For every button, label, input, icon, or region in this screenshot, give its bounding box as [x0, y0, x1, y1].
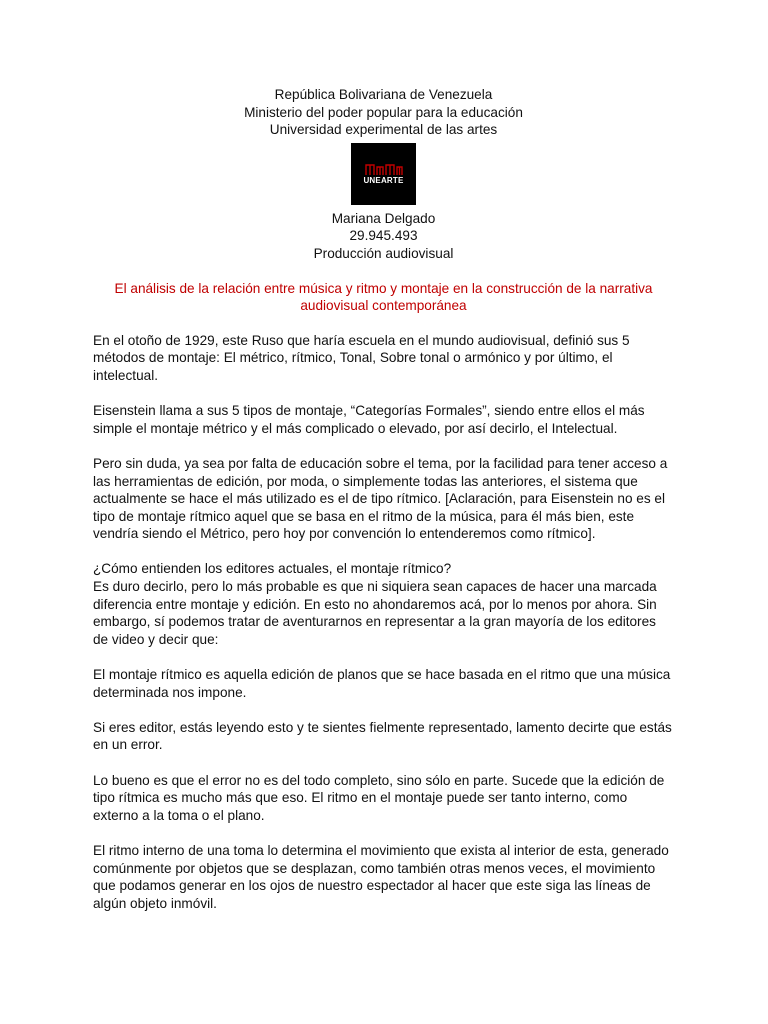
paragraph: ¿Cómo entienden los editores actuales, el montaje rítmico? Es duro decirlo, pero lo más probable es que ni siquiera sean capaces de hacer una marcada diferencia entre montaje y edición. En esto no ahondaremos acá, por lo menos por ahora. Sin embargo, sí podemos tratar de aventurarnos en representar a la gran mayoría de los editores de video y decir que: [93, 561, 657, 647]
title-line-2: audiovisual contemporánea [300, 298, 467, 314]
logo-container [93, 143, 674, 205]
unearte-logo-mark [364, 162, 404, 176]
paragraph: El ritmo interno de una toma lo determina el movimiento que exista al interior de esta, generado comúnmente por objetos que se desplazan, como también otras menos veces, el movimiento que podamos generar en los ojos de nuestro espectador al hacer que este siga las líneas de algún objeto inmóvil. [93, 842, 669, 911]
author-name: Mariana Delgado [331, 210, 436, 226]
paragraph: Pero sin duda, ya sea por falta de educación sobre el tema, por la facilidad para tener acceso a las herramientas de edición, por moda, o simplemente todas las anteriores, el sistema que actualmente se hace el más utilizado es el de tipo rítmico. [Aclaración, para Eisenstein no es el tipo de montaje rítmico aquel que se basa en el ritmo de la música, para él más bien, este vendría siendo el Métrico, pero hoy por convención lo entenderemos como rítmico]. [93, 455, 668, 542]
header-country: República Bolivariana de Venezuela [274, 87, 493, 102]
institution-header [93, 86, 674, 139]
document-title [93, 280, 674, 315]
document-body [93, 332, 674, 913]
paragraph: El montaje rítmico es aquella edición de planos que se hace basada en el ritmo que una música determinada nos impone. [93, 667, 671, 700]
logo-wordmark: UNEARTE [363, 176, 404, 186]
header-university: Universidad experimental de las artes [269, 122, 498, 138]
author-block [93, 210, 674, 263]
author-id: 29.945.493 [349, 228, 418, 244]
author-program: Producción audiovisual [313, 245, 454, 261]
paragraph: Eisenstein llama a sus 5 tipos de montaje, “Categorías Formales”, siendo entre ellos el más simple el montaje métrico y el más complicado o elevado, por así decirlo, el Intelectual. [93, 403, 645, 436]
paragraph: Lo bueno es que el error no es del todo completo, sino sólo en parte. Sucede que la edición de tipo rítmica es mucho más que eso. El ritmo en el montaje puede ser tanto interno, como externo a la toma o el plano. [93, 772, 665, 823]
paragraph: En el otoño de 1929, este Ruso que haría escuela en el mundo audiovisual, definió sus 5 métodos de montaje: El métrico, rítmico, Tonal, Sobre tonal o armónico y por último, el intelectual. [93, 332, 630, 383]
title-line-1: El análisis de la relación entre música y ritmo y montaje en la construcción de la narrativa [114, 280, 653, 296]
paragraph: Si eres editor, estás leyendo esto y te sientes fielmente representado, lamento decirte que estás en un error. [93, 719, 672, 753]
header-ministry: Ministerio del poder popular para la educación [244, 104, 523, 120]
unearte-logo [351, 143, 416, 205]
